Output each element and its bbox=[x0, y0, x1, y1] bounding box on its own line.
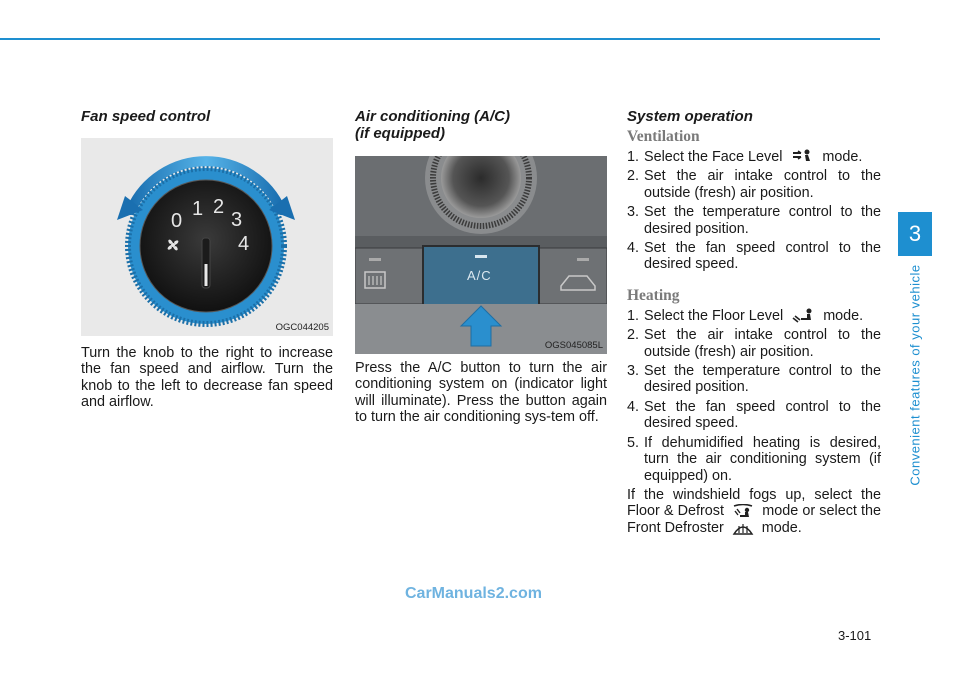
heating-heading: Heating bbox=[627, 286, 680, 304]
step-number: 1. bbox=[627, 307, 640, 324]
ventilation-steps bbox=[627, 149, 881, 273]
ac-heading bbox=[355, 108, 555, 142]
ac-section bbox=[355, 108, 607, 426]
ac-panel-illustration bbox=[355, 156, 607, 354]
chapter-title: Convenient features of your vehicle bbox=[907, 264, 923, 486]
step-number: 4. bbox=[627, 240, 640, 257]
step-number: 2. bbox=[627, 168, 640, 185]
system-operation-section bbox=[627, 108, 881, 536]
knob-label-3: 3 bbox=[231, 209, 243, 231]
ac-body: Press the A/C button to turn the air conditioning system on (indicator light will illuminate). Press the button again to turn the air conditioning sys-tem off. bbox=[355, 360, 607, 426]
step-text: Set the temperature control to the desired position. bbox=[644, 204, 881, 237]
ac-figure bbox=[355, 156, 607, 354]
step-text: Set the air intake control to the outside (fresh) air position. bbox=[644, 327, 881, 360]
step-number: 3. bbox=[627, 204, 640, 221]
step-text: Set the air intake control to the outside (fresh) air position. bbox=[644, 168, 881, 201]
header-rule bbox=[0, 38, 880, 40]
step-text: If dehumidified heating is desired, turn the air conditioning system (if equipped) on. bbox=[644, 434, 881, 484]
chapter-tab: 3 bbox=[898, 212, 932, 256]
watermark: CarManuals2.com bbox=[405, 585, 542, 602]
step-number: 2. bbox=[627, 327, 640, 344]
fan-speed-figure bbox=[81, 138, 333, 336]
knob-label-4: 4 bbox=[238, 233, 250, 255]
knob-label-0: 0 bbox=[171, 210, 183, 232]
list-item bbox=[627, 399, 881, 432]
step-number: 1. bbox=[627, 149, 640, 165]
fan-icon bbox=[164, 236, 182, 254]
front-defroster-icon bbox=[732, 520, 754, 536]
list-item bbox=[627, 149, 881, 165]
list-item bbox=[627, 168, 881, 201]
note-text: mode or select the Front Defroster bbox=[627, 503, 882, 536]
page-number: 3-101 bbox=[838, 628, 872, 643]
floor-defrost-icon bbox=[732, 504, 754, 520]
ac-heading-line1: Air conditioning (A/C) bbox=[355, 108, 510, 125]
note-text: If the windshield fogs up, select the Floor & Defrost bbox=[627, 486, 881, 520]
defrost-note bbox=[627, 487, 881, 536]
system-operation-heading: System operation bbox=[627, 108, 753, 125]
step-text: Set the temperature control to the desired position. bbox=[644, 363, 881, 396]
ac-button-label: A/C bbox=[467, 268, 492, 283]
step-text: mode. bbox=[822, 149, 863, 165]
step-number: 3. bbox=[627, 363, 640, 380]
step-number: 5. bbox=[627, 434, 640, 451]
fan-speed-section bbox=[81, 108, 333, 411]
list-item bbox=[627, 363, 881, 396]
step-text: mode. bbox=[823, 307, 864, 324]
ac-heading-line2: (if equipped) bbox=[355, 125, 445, 142]
ventilation-heading: Ventilation bbox=[627, 128, 700, 145]
figure-code: OGC044205 bbox=[275, 322, 329, 333]
list-item bbox=[627, 435, 881, 484]
fan-speed-heading: Fan speed control bbox=[81, 108, 211, 125]
face-level-icon bbox=[790, 149, 814, 165]
note-text: mode. bbox=[761, 519, 802, 536]
list-item bbox=[627, 240, 881, 273]
step-text: Set the fan speed control to the desired speed. bbox=[644, 398, 881, 432]
knob-label-1: 1 bbox=[192, 198, 204, 220]
list-item bbox=[627, 204, 881, 237]
figure-code: OGS045085L bbox=[544, 340, 603, 351]
knob-label-2: 2 bbox=[213, 196, 225, 218]
list-item bbox=[627, 308, 881, 324]
step-text: Set the fan speed control to the desired speed. bbox=[644, 240, 881, 273]
floor-level-icon bbox=[791, 308, 815, 324]
fan-knob-illustration bbox=[81, 138, 333, 336]
heating-steps bbox=[627, 308, 881, 484]
fan-speed-body: Turn the knob to the right to increase the fan speed and airflow. Turn the knob to the left to decrease fan speed and airflow. bbox=[81, 345, 333, 411]
step-number: 4. bbox=[627, 398, 640, 415]
list-item bbox=[627, 327, 881, 360]
step-text: Select the Face Level bbox=[644, 149, 783, 165]
step-text: Select the Floor Level bbox=[644, 307, 784, 324]
